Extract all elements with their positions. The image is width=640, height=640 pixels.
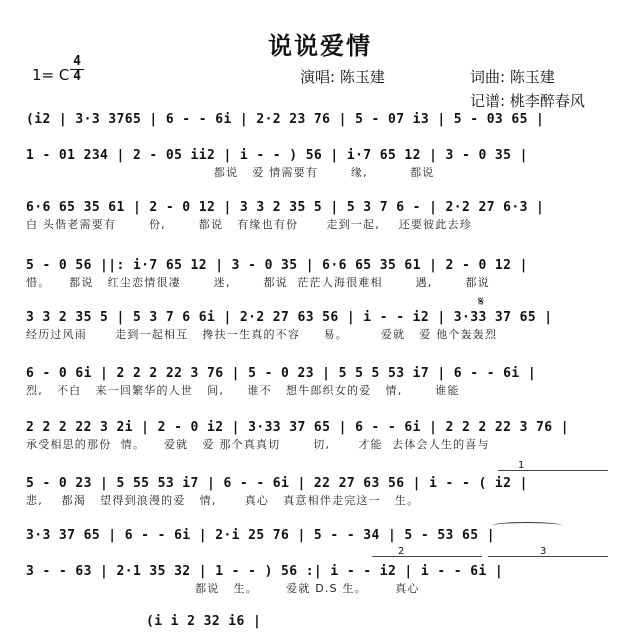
music-system-8 <box>26 474 616 508</box>
music-system-2 <box>26 146 616 180</box>
lyrics-line <box>26 546 616 560</box>
lyrics-line: 经历过风雨 走到一起相互 搀扶一生真的不容 易。 爱就 爱 他个轰轰烈 <box>26 328 498 341</box>
slur-mark <box>492 522 562 529</box>
time-signature-top: 4 <box>73 54 81 69</box>
key-signature: 1= C <box>32 66 70 84</box>
notation-line: 6 - 0 6i | 2 2 2 22 3 76 | 5 - 0 23 | 5 5 5 53 i7 | 6 - - 6i | <box>26 366 537 381</box>
lyrics-line: 承受相思的那份 情。 爱就 爱 那个真真切 切, 才能 去体会人生的喜与 <box>26 438 490 451</box>
lyrics-line: 都说 生。 爱就 D.S 生。 真心 <box>26 582 420 595</box>
music-system-4 <box>26 256 616 290</box>
music-system-3 <box>26 198 616 232</box>
notation-line: (i i 2 32 i6 | <box>146 614 262 629</box>
lyrics-line <box>26 130 616 144</box>
composer-credit: 词曲: 陈玉建 <box>470 68 555 86</box>
notation-line: 3 3 2 35 5 | 5 3 7 6 6i | 2·2 27 63 56 | i - - i2 | 3·33 37 65 | <box>26 310 553 325</box>
lyrics-line: 悲, 都渴 望得到浪漫的爱 情, 真心 真意相伴走完这一 生。 <box>26 494 420 507</box>
music-system-9 <box>26 526 616 560</box>
time-signature-bottom: 4 <box>73 69 81 84</box>
lyrics-line: 惜。 都说 红尘恋情很凄 迷, 都说 茫茫人海很难相 遇, 都说 <box>26 276 490 289</box>
partial-system <box>26 612 616 632</box>
notation-line: (i2 | 3·3 3765 | 6 - - 6i | 2·2 23 76 | 5 - 07 i3 | 5 - 03 65 | <box>26 112 545 127</box>
notation-line: 6·6 65 35 61 | 2 - 0 12 | 3 3 2 35 5 | 5 3 7 6 - | 2·2 27 6·3 | <box>26 200 545 215</box>
notation-line: 2 2 2 22 3 2i | 2 - 0 i2 | 3·33 37 65 | 6 - - 6i | 2 2 2 22 3 76 | <box>26 420 569 435</box>
notation-line: 5 - 0 56 ||: i·7 65 12 | 3 - 0 35 | 6·6 65 35 61 | 2 - 0 12 | <box>26 258 528 273</box>
singer-credit: 演唱: 陈玉建 <box>300 68 385 86</box>
volta-bracket-1 <box>498 470 608 471</box>
volta-number-3: 3 <box>540 546 547 557</box>
lyrics-line: 白 头偕老需要有 份, 都说 有缘也有份 走到一起, 还要彼此去珍 <box>26 218 472 231</box>
volta-bracket-2 <box>372 556 482 557</box>
volta-bracket-3 <box>488 556 608 557</box>
notation-line: 3·3 37 65 | 6 - - 6i | 2·i 25 76 | 5 - - 34 | 5 - 53 65 | <box>26 528 495 543</box>
volta-number-1: 1 <box>518 460 525 471</box>
notation-line: 3 - - 63 | 2·1 35 32 | 1 - - ) 56 :| i - - i2 | i - - 6i | <box>26 564 504 579</box>
music-system-6 <box>26 364 616 398</box>
time-signature <box>70 56 84 83</box>
scribe-credit: 记谱: 桃李醉春风 <box>470 92 585 110</box>
song-title: 说说爱情 <box>268 32 372 60</box>
music-system-5 <box>26 308 616 342</box>
music-system-10 <box>26 562 616 596</box>
segno-icon: 𝄋 <box>478 294 485 310</box>
lyrics-line: 烈, 不白 来一回繁华的人世 间, 谁不 想牛郎织女的爱 情, 谁能 <box>26 384 460 397</box>
music-system-7 <box>26 418 616 452</box>
notation-line: 1 - 01 234 | 2 - 05 ii2 | i - - ) 56 | i·7 65 12 | 3 - 0 35 | <box>26 148 528 163</box>
notation-line: 5 - 0 23 | 5 55 53 i7 | 6 - - 6i | 22 27 63 56 | i - - ( i2 | <box>26 476 528 491</box>
lyrics-line: 都说 爱 情需要有 缘, 都说 <box>26 166 435 179</box>
volta-number-2: 2 <box>398 546 405 557</box>
music-system-1 <box>26 110 616 144</box>
